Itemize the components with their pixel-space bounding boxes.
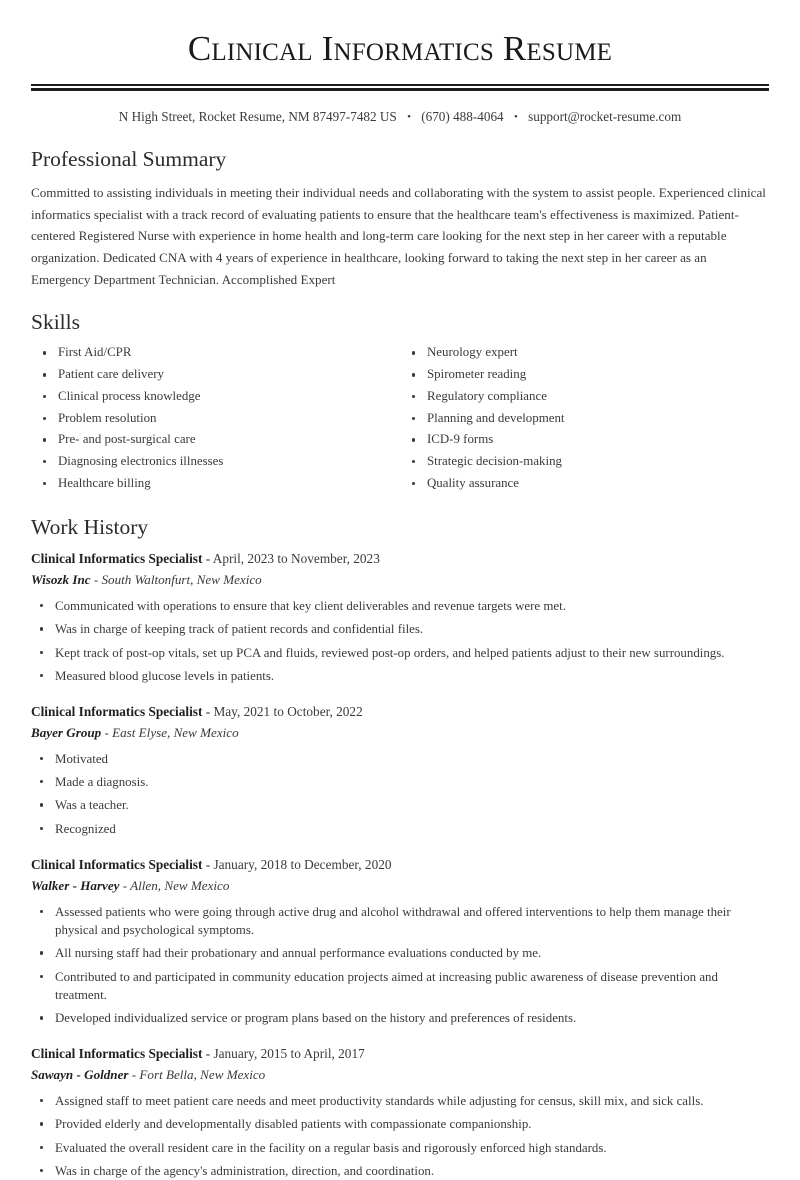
job-company: Walker - Harvey: [31, 877, 120, 893]
job-bullet: Measured blood glucose levels in patients.: [31, 667, 769, 685]
job-bullet-list: [31, 597, 769, 685]
skill-item: Neurology expert: [400, 344, 769, 362]
job-bullet: Provided elderly and developmentally disabled patients with compassionate companionship.: [31, 1115, 769, 1133]
job-bullet: Communicated with operations to ensure that key client deliverables and revenue targets were met.: [31, 597, 769, 615]
job-bullet: Made a diagnosis.: [31, 773, 769, 791]
skill-item: Pre- and post-surgical care: [31, 431, 400, 449]
skill-item: First Aid/CPR: [31, 344, 400, 362]
job-bullet: Was in charge of keeping track of patient records and confidential files.: [31, 620, 769, 638]
job-bullet: Was a teacher.: [31, 796, 769, 814]
job-title: Clinical Informatics Specialist: [31, 704, 203, 720]
section-heading-skills: Skills: [31, 309, 80, 334]
job-title-separator: -: [202, 857, 214, 873]
job-bullet-list: [31, 750, 769, 838]
skills-list-right: [400, 344, 769, 492]
job-bullet: Was in charge of the agency's administration, direction, and coordination.: [31, 1162, 769, 1180]
job-bullet: Contributed to and participated in community education projects aimed at increasing public awareness of disease prevention and treatment.: [31, 968, 769, 1005]
job-bullet-list: [31, 903, 769, 1028]
job-title: Clinical Informatics Specialist: [31, 1046, 203, 1062]
section-heading-summary: Professional Summary: [31, 147, 227, 172]
skill-item: Quality assurance: [400, 475, 769, 493]
job-company-line: [31, 876, 769, 896]
contact-address: N High Street, Rocket Resume, NM 87497-7482 US: [118, 109, 397, 124]
contact-email[interactable]: support@rocket-resume.com: [528, 109, 682, 124]
skill-item: Diagnosing electronics illnesses: [31, 453, 400, 471]
job-dates: May, 2021 to October, 2022: [213, 704, 363, 720]
job-title: Clinical Informatics Specialist: [31, 857, 203, 873]
skills-columns: [31, 344, 769, 496]
job-location: South Waltonfurt, New Mexico: [101, 572, 262, 588]
contact-separator-2: •: [513, 111, 518, 123]
job-bullet: Motivated: [31, 750, 769, 768]
job-location: Fort Bella, New Mexico: [139, 1067, 266, 1083]
job-company: Wisozk Inc: [31, 572, 91, 588]
job-bullet: Recognized: [31, 820, 769, 838]
skill-item: Regulatory compliance: [400, 388, 769, 406]
job-dates: January, 2018 to December, 2020: [213, 857, 392, 873]
page-title: Clinical Informatics Resume: [187, 29, 613, 68]
job-dates: April, 2023 to November, 2023: [212, 551, 380, 567]
job-bullet: Evaluated the overall resident care in the facility on a regular basis and rigorously enforced high standards.: [31, 1139, 769, 1157]
job-bullet: Assessed patients who were going through active drug and alcohol withdrawal and offered interventions to help them manage their physical and psychological symptoms.: [31, 903, 769, 940]
skill-item: Planning and development: [400, 410, 769, 428]
professional-summary-section: [31, 147, 769, 290]
job-title-separator: -: [202, 1046, 214, 1062]
skills-section: [31, 310, 769, 497]
job-company-line: [31, 570, 769, 590]
job-dates: January, 2015 to April, 2017: [213, 1046, 365, 1062]
job-bullet: Developed individualized service or program plans based on the history and preferences of residents.: [31, 1009, 769, 1027]
job-company: Sawayn - Goldner: [31, 1067, 129, 1083]
job-entry: [31, 549, 769, 685]
job-entry: [31, 855, 769, 1027]
header-divider: [31, 84, 769, 91]
job-bullet: All nursing staff had their probationary and annual performance evaluations conducted by me.: [31, 944, 769, 962]
job-location: East Elyse, New Mexico: [112, 725, 239, 741]
work-history-section: [31, 515, 769, 1180]
skill-item: Clinical process knowledge: [31, 388, 400, 406]
job-title-line: [31, 855, 769, 875]
job-company-separator: -: [101, 725, 113, 741]
skills-column-left: [31, 344, 400, 496]
job-company-line: [31, 1065, 769, 1085]
contact-line: [31, 108, 769, 125]
skill-item: Problem resolution: [31, 410, 400, 428]
skill-item: Patient care delivery: [31, 366, 400, 384]
skill-item: Strategic decision-making: [400, 453, 769, 471]
job-company-line: [31, 723, 769, 743]
job-company: Bayer Group: [31, 725, 102, 741]
skill-item: Spirometer reading: [400, 366, 769, 384]
section-heading-work-history: Work History: [31, 514, 149, 539]
skill-item: Healthcare billing: [31, 475, 400, 493]
job-title-line: [31, 1044, 769, 1064]
job-title: Clinical Informatics Specialist: [31, 551, 203, 567]
job-title-line: [31, 702, 769, 722]
skill-item: ICD-9 forms: [400, 431, 769, 449]
skills-list-left: [31, 344, 400, 492]
job-company-separator: -: [90, 572, 102, 588]
job-bullet: Kept track of post-op vitals, set up PCA and fluids, reviewed post-op orders, and helped patients adjust to their new surroundings.: [31, 644, 769, 662]
job-company-separator: -: [128, 1067, 140, 1083]
contact-separator-1: •: [407, 111, 411, 123]
job-title-separator: -: [202, 704, 214, 720]
job-list: [31, 549, 769, 1180]
job-bullet: Assigned staff to meet patient care needs and meet productivity standards while adjusting for census, skill mix, and sick calls.: [31, 1092, 769, 1110]
job-title-line: [31, 549, 769, 569]
skills-column-right: [400, 344, 769, 496]
job-bullet-list: [31, 1092, 769, 1180]
contact-phone[interactable]: (670) 488-4064: [421, 109, 504, 124]
divider-line-bottom: [31, 88, 769, 91]
job-location: Allen, New Mexico: [130, 877, 230, 893]
summary-text: Committed to assisting individuals in meeting their individual needs and collaborating with the system to assist people. Experienced clinical informatics specialist with a track record of evaluating patients to ensure that the healthcare team's effectiveness is maximized. Patient-centered Registered Nurse with experience in home health and long-term care looking for the next step in her career with a reputable organization. Dedicated CNA with 4 years of experience in healthcare, looking forward to taking the next step in her career as an Emergency Department Technician. Accomplished Expert: [31, 184, 766, 287]
job-title-separator: -: [202, 551, 213, 567]
job-entry: [31, 1044, 769, 1180]
job-entry: [31, 702, 769, 838]
job-company-separator: -: [119, 877, 131, 893]
